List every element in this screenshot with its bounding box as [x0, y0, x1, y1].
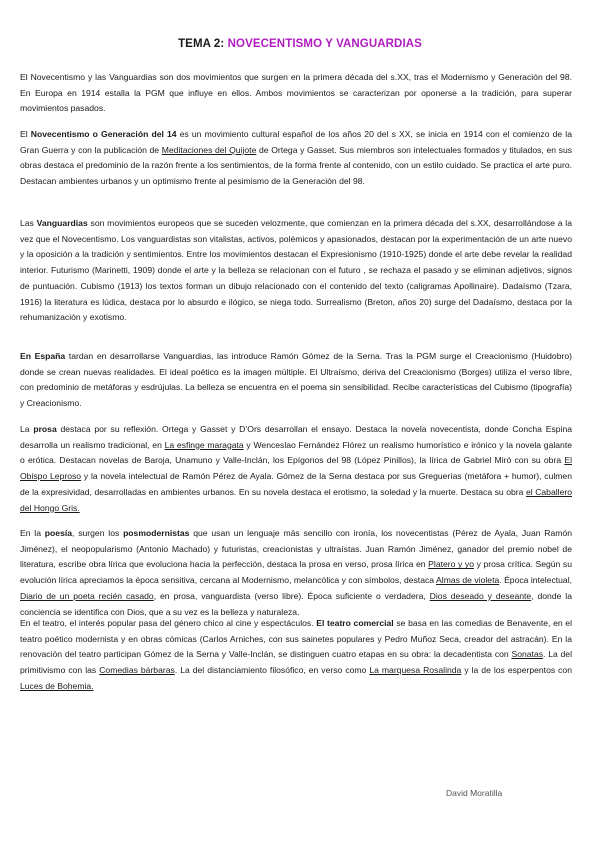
text-run: Las — [20, 218, 37, 228]
text-run: y la novela intelectual de Ramón Pérez de Ayala. Gómez de la Serna destaca por sus Greguerías (metáfora + humor), culmen de la expresividad, desarrolladas en ambientes urbanos. En su novela destaca el erotismo, la soledad y la muerte. Destaca su obra — [20, 471, 572, 497]
author-signature: David Moratilla — [446, 788, 503, 798]
work-title: Meditaciones del Quijote — [161, 144, 257, 155]
paragraph-teatro — [20, 616, 572, 695]
text-run: que usan un lenguaje más sencillo con ironía, los novecentistas (Pérez de Ayala, Juan Ramón Jiménez), el neopopularismo (Antonio Machado) y futuristas, creacionistas y ultraístas. Juan Ramón Jiménez, ganador del premio nobel de literatura, escribe obra lírica que evoluciona hacia la perfección, destaca la prosa en verso, prosa lírica en — [20, 528, 572, 570]
work-title: Sonatas — [511, 649, 544, 660]
text-run: es un movimiento cultural español de los años 20 del s XX, se inicia en 1914 con el comienzo de la Gran Guerra y con la publicación de — [20, 129, 572, 155]
text-run: En la — [20, 528, 45, 538]
work-title: Comedias bárbaras — [99, 665, 175, 676]
title-highlight: NOVECENTISMO Y VANGUARDIAS — [227, 38, 422, 50]
work-title: Platero y yo — [428, 559, 474, 570]
bold-term: prosa — [33, 424, 57, 434]
text-run: son movimientos europeos que se suceden velozmente, que comienzan en la primera década del s.XX, desarrollándose a la vez que el Novecentismo. Los vanguardistas son vitalistas, activos, polémicos y apasionados, destacan por la experimentación de un arte nuevo y la oposición a la tradición y sentimientos. Entre los movimientos destacan el Expresionismo (1910-1925) donde el arte debe revelar la realidad interior. Futurismo (Marinetti, 1909) donde el arte y la belleza se relacionan con el futuro , se rechaza el pasado y se eliminan adjetivos, signos de puntuación. Cubismo (1913) los textos forman un dibujo relacionado con el contenido del texto (caligramas Apollinaire). Dadaísmo (Tzara, 1916) la literatura es lúdica, destaca por lo absurdo e ilógico, se niega todo. Surrealismo (Breton, años 20) surge del Dadaísmo, destaca por la rehumanización y exotismo. — [20, 218, 573, 323]
work-title: Dios deseado y deseante — [429, 590, 532, 601]
work-title: Luces de Bohemia. — [20, 680, 94, 691]
paragraph-espana — [20, 349, 572, 412]
bold-term: poesía — [44, 528, 73, 538]
text-run: . La del primitivismo con las — [20, 649, 572, 676]
paragraph-novecentismo — [20, 127, 572, 190]
work-title: La marquesa Rosalinda — [369, 665, 462, 676]
text-run: , donde la conciencia se identifica con Dios, que a su vez es la belleza y naturaleza. — [20, 590, 572, 617]
text-run: El — [20, 129, 31, 139]
bold-term: Novecentismo o Generación del 14 — [30, 129, 177, 139]
bold-term: Vanguardias — [36, 218, 88, 228]
text-run: y Wenceslao Fernández Flórez un realismo humorístico e irónico y la novela galante o erótica. Destacan novelas de Baroja, Unamuno y Valle-Inclán, los Epígonos del 98 (López Pinillos), la lírica de Gabriel Miró con su obra — [20, 439, 572, 466]
paragraph-prosa — [20, 422, 572, 516]
text-run: , surgen los — [72, 528, 124, 538]
title-prefix: TEMA 2: — [178, 38, 228, 50]
text-run: El Novecentismo y las Vanguardias son dos movimientos que surgen en la primera década del s.XX, tras el Modernismo y Generación del 98. En Europa en 1914 estalla la PGM que influye en ellos. Ambos movimientos se caracterizan por oponerse a la tradición, para superar movimientos pasados. — [20, 72, 572, 114]
bold-term: posmodernistas — [123, 528, 190, 538]
text-run: destaca por su reflexión. Ortega y Gasset y D’Ors desarrollan el ensayo. Destaca la novela novecentista, donde Concha Espina desarrolla un realismo tradicional, en — [20, 424, 573, 450]
work-title: el Caballero del Hongo Gris. — [20, 486, 572, 513]
work-title: Almas de violeta — [436, 575, 500, 586]
text-run: . La del distanciamiento filosófico, en verso como — [174, 665, 370, 676]
paragraph-poesia — [20, 526, 572, 620]
work-title: El Obispo Leproso — [20, 455, 572, 482]
text-run: En el teatro, el interés popular pasa del género chico al cine y espectáculos. — [20, 618, 317, 628]
paragraph-vanguardias — [20, 216, 572, 326]
text-run: , en prosa, vanguardista (verso libre). Época suficiente o verdadera, — [153, 590, 430, 601]
text-run: y prosa crítica. Según su evolución lírica apreciamos la época sensitiva, cercana al Modernismo, melancólica y con símbolos, destaca — [20, 559, 572, 586]
text-run: de Ortega y Gasset. Sus miembros son intelectuales formados y titulados, en sus obras destaca el predominio de la razón frente a los sentimientos, de la forma frente al contenido, con un estilo cuidado. Se practica el arte puro. Destacan ambientes urbanos y un optimismo frente al pesimismo de la Generación del 98. — [20, 144, 573, 187]
page-title — [0, 38, 600, 50]
work-title: Diario de un poeta recién casado — [20, 590, 154, 601]
text-run: se basa en las comedias de Benavente, en el teatro poético modernista y en obras cómicas (Carlos Arniches, con sus sainetes populares y Pedro Muñoz Seca, creador del astracán). En la renovación del teatro participan Gómez de la Serna y Valle-Inclán, se distinguen cuatro etapas en su obra: la decadentista con — [20, 618, 572, 660]
work-title: La esfinge maragata — [164, 439, 244, 450]
text-run: y la de los esperpentos con — [461, 665, 572, 676]
bold-term: El teatro comercial — [316, 618, 394, 628]
paragraph-intro — [20, 70, 572, 117]
text-run: . Época intelectual, — [499, 575, 572, 586]
bold-term: En España — [20, 351, 66, 361]
text-run: tardan en desarrollarse Vanguardias, las introduce Ramón Gómez de la Serna. Tras la PGM surge el Creacionismo (Huidobro) donde se crean nuevas realidades. El ideal poético es la imagen múltiple. El Ultraísmo, deriva del Creacionismo (Borges) utiliza el verso libre, con predominio de metáforas y esdrújulas. La belleza se encuentra en el poema sin sensibilidad. Recibe características del Cubismo (tipografía) y Creacionismo. — [20, 351, 572, 409]
text-run: La — [20, 424, 34, 434]
